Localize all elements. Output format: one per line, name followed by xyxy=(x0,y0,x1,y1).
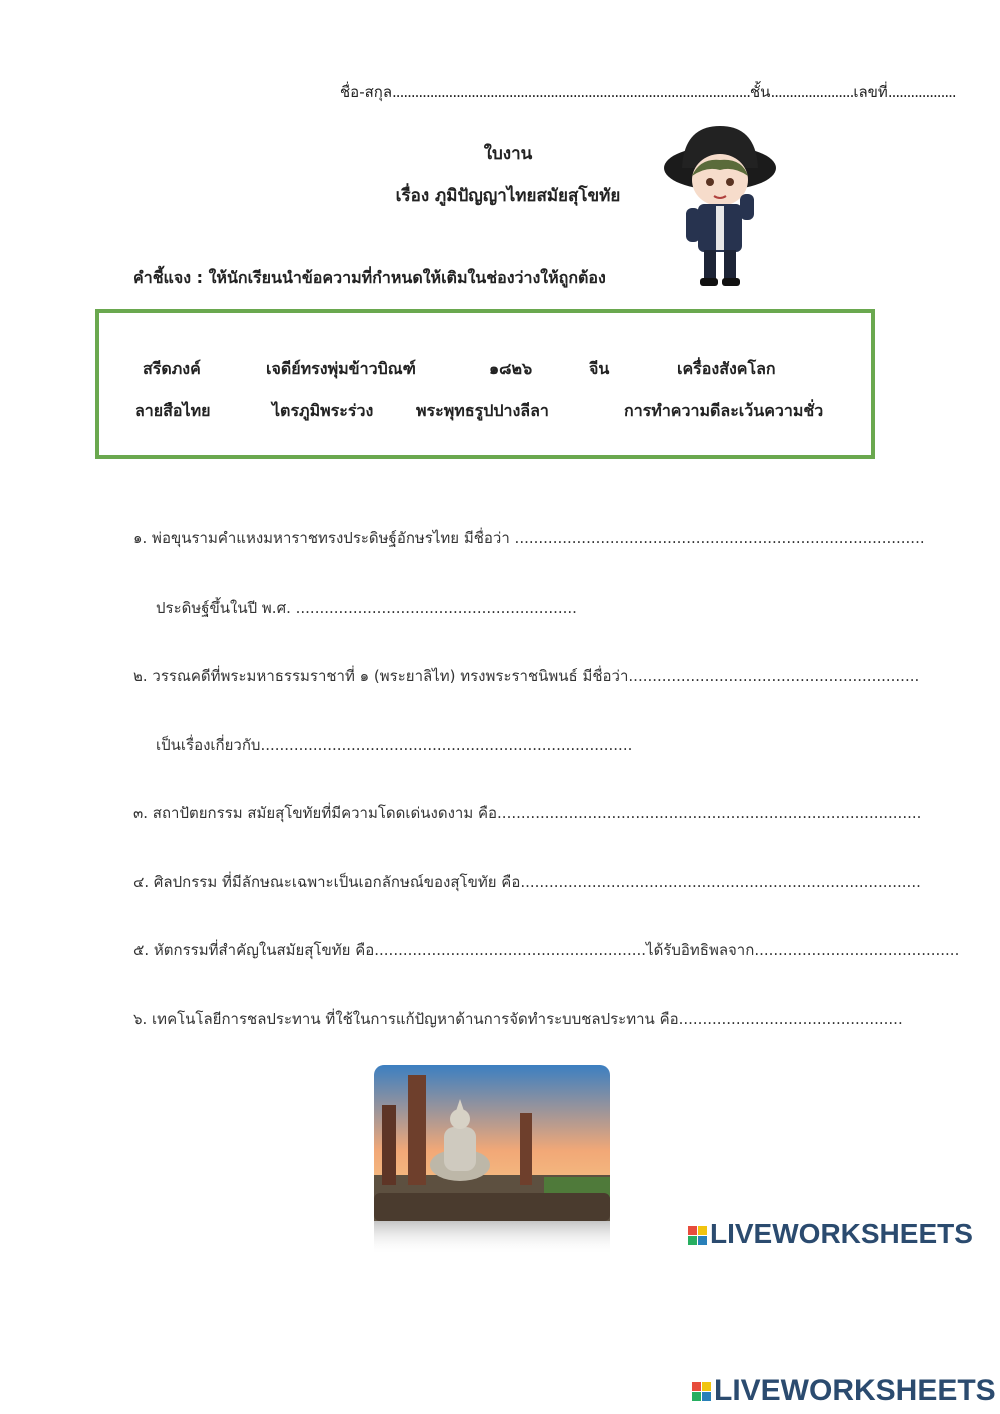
question-1-line-2[interactable]: ประดิษฐ์ขึ้นในปี พ.ศ. ........................................................... xyxy=(156,599,577,617)
logo-text: LIVEWORKSHEETS xyxy=(714,1374,996,1407)
cartoon-character-illustration xyxy=(660,120,780,290)
logo-text: LIVEWORKSHEETS xyxy=(710,1218,973,1249)
logo-blocks-icon xyxy=(688,1226,708,1246)
question-1-line-1[interactable]: ๑. พ่อขุนรามคำแหงมหาราชทรงประดิษฐ์อักษรไทย มีชื่อว่า ...................................................................................... xyxy=(133,529,925,547)
logo-blocks-icon xyxy=(692,1382,712,1402)
sukhothai-temple-photo xyxy=(374,1065,610,1255)
question-2-line-2[interactable]: เป็นเรื่องเกี่ยวกับ.............................................................................. xyxy=(156,736,633,754)
word-bank-item[interactable]: สรีดภงค์ xyxy=(143,359,201,378)
instruction-text: คำชี้แจง : ให้นักเรียนนำข้อความที่กำหนดให้เติมในช่องว่างให้ถูกต้อง xyxy=(133,268,606,287)
word-bank-item[interactable]: เครื่องสังคโลก xyxy=(677,359,776,378)
question-3[interactable]: ๓. สถาปัตยกรรม สมัยสุโขทัยที่มีความโดดเด่นงดงาม คือ......................................................................................... xyxy=(133,804,922,822)
word-bank-item[interactable]: ๑๘๒๖ xyxy=(489,359,533,378)
class-label: ชั้น xyxy=(750,83,771,101)
word-bank-item[interactable]: พระพุทธรูปปางลีลา xyxy=(416,401,549,420)
worksheet-title: ใบงาน xyxy=(483,144,533,164)
number-blank[interactable]: .................. xyxy=(887,83,956,101)
question-4[interactable]: ๔. ศิลปกรรม ที่มีลักษณะเฉพาะเป็นเอกลักษณ์ของสุโขทัย คือ.................................................................................... xyxy=(133,873,921,891)
worksheet-subtitle: เรื่อง ภูมิปัญญาไทยสมัยสุโขทัย xyxy=(395,186,621,206)
name-label: ชื่อ-สกุล xyxy=(340,83,393,101)
word-bank-item[interactable]: ไตรภูมิพระร่วง xyxy=(272,401,374,420)
question-6[interactable]: ๖. เทคโนโลยีการชลประทาน ที่ใช้ในการแก้ปัญหาด้านการจัดทำระบบชลประทาน คือ............................................... xyxy=(133,1010,903,1028)
student-info-line xyxy=(340,80,956,104)
word-bank-box xyxy=(95,309,875,459)
name-blank[interactable]: ............................................................................................... xyxy=(392,83,750,101)
question-5[interactable]: ๕. หัตกรรมที่สำคัญในสมัยสุโขทัย คือ.........................................................ได้รับอิทธิพลจาก........................................... xyxy=(133,941,960,959)
liveworksheets-logo xyxy=(688,1218,973,1250)
word-bank-item[interactable]: เจดีย์ทรงพุ่มข้าวบิณฑ์ xyxy=(266,359,416,378)
number-label: เลขที่ xyxy=(853,83,888,101)
question-2-line-1[interactable]: ๒. วรรณคดีที่พระมหาธรรมราชาที่ ๑ (พระยาลิไท) ทรงพระราชนิพนธ์ มีชื่อว่า............................................................. xyxy=(133,667,920,685)
word-bank-item[interactable]: ลายสือไทย xyxy=(135,401,211,420)
class-blank[interactable]: ...................... xyxy=(770,83,854,101)
word-bank-item[interactable]: จีน xyxy=(589,359,610,378)
liveworksheets-footer-logo xyxy=(692,1374,996,1408)
word-bank-item[interactable]: การทำความดีละเว้นความชั่ว xyxy=(624,401,824,420)
